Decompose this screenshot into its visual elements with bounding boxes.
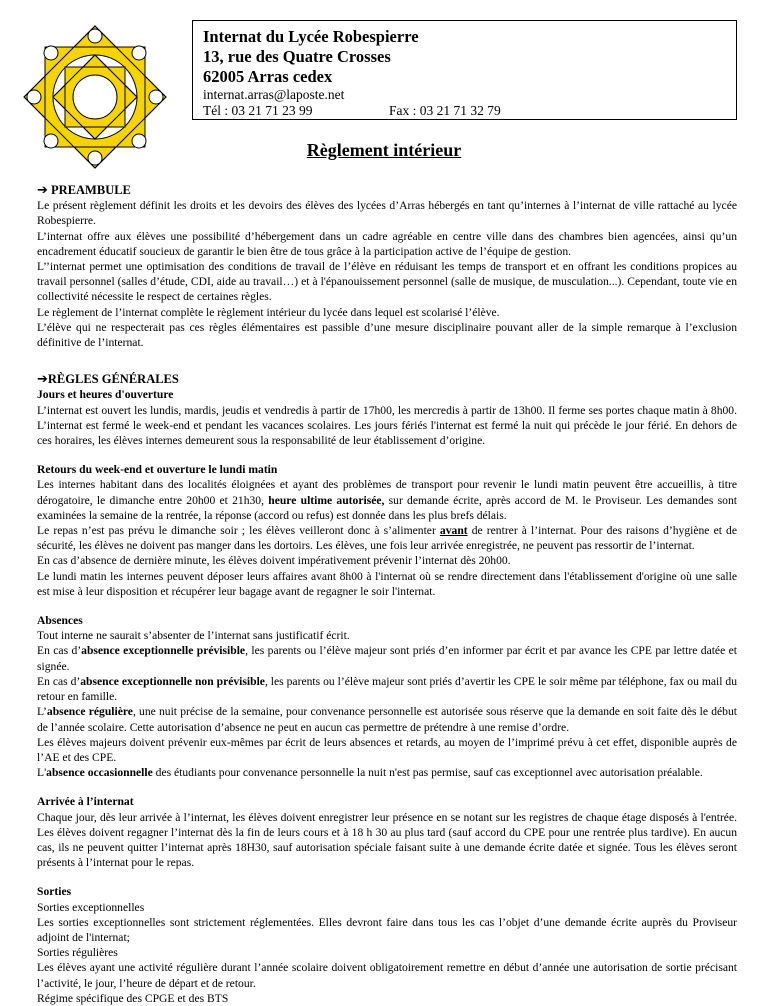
subsection-title: Jours et heures d'ouverture <box>37 388 174 402</box>
paragraph: Les élèves majeurs doivent prévenir eux-mêmes par écrit de leurs absences et retards, au moyen de l’imprimé prévu à cet effet, disponible auprès de l’AE et des CPE. <box>37 735 737 764</box>
contact-line <box>203 103 726 119</box>
section-regles-heading <box>37 372 737 387</box>
header-address-box <box>192 20 737 120</box>
paragraph: Les internes habitant dans des localités éloignées et ayant des problèmes de transport pour revenir le lundi matin peuvent être accueillis, à titre dérogatoire, le dimanche entre 20h00 et 21h30, heure ultime autorisée, sur demande écrite, après accord de M. le Proviseur. Les demandes sont examinées la semaine de la rentrée, la réponse (accord ou refus) est donnée dans les plus brefs délais. <box>37 478 737 522</box>
subsection-title: Sorties <box>37 885 72 899</box>
school-phone: Tél : 03 21 71 23 99 <box>203 103 313 118</box>
school-email: internat.arras@laposte.net <box>203 87 345 102</box>
paragraph: En cas d’absence de dernière minute, les élèves doivent impérativement prévenir l’internat dès 20h00. <box>37 554 511 568</box>
paragraph: Sorties régulières <box>37 946 118 960</box>
paragraph: En cas d’absence exceptionnelle prévisible, les parents ou l’élève majeur sont priés d’en informer par écrit et par avance les CPE par lettre datée et signée. <box>37 644 737 673</box>
paragraph: Le lundi matin les internes peuvent déposer leurs affaires avant 8h00 à l'internat où se rendre directement dans l'établissement d'origine où une salle est mise à leur disposition et récupérer leur bagage avant de regagner le soir l'internat. <box>37 569 737 598</box>
paragraph: Chaque jour, dès leur arrivée à l’internat, les élèves doivent enregistrer leur présence en se notant sur les registres de chaque étage disposés à l'entrée. Les élèves doivent regagner l’internat dès la fin de leurs cours et à 18 h 30 au plus tard (sauf accord du CPE pour une rentrée plus tardive). En aucun cas, ils ne peuvent quitter l’internat après 18H30, sauf autorisation spéciale faisant suite à une demande écrite datée et signée. Tous les élèves seront présents à l’internat pour le repas. <box>37 810 737 870</box>
paragraph: En cas d’absence exceptionnelle non prévisible, les parents ou l’élève majeur sont priés d’avertir les CPE le soir même par téléphone, fax ou mail du retour en famille. <box>37 674 738 704</box>
paragraph: Le repas n’est pas prévu le dimanche soir ; les élèves veilleront donc à s’alimenter avant de rentrer à l’internat. Pour des raisons d’hygiène et de sécurité, les élèves ne doivent pas manger dans les dortoirs. Les élèves, une fois leur arrivée enregistrée, ne peuvent pas ressortir de l’internat. <box>37 524 737 553</box>
paragraph: Régime spécifique des CPGE et des BTS <box>37 991 229 1005</box>
school-city: 62005 Arras cedex <box>203 67 333 86</box>
paragraph: Tout interne ne saurait s’absenter de l’internat sans justificatif écrit. <box>37 629 350 643</box>
school-fax: Fax : 03 21 71 32 79 <box>389 103 501 118</box>
school-name: Internat du Lycée Robespierre <box>203 27 419 46</box>
section-heading-text: RÈGLES GÉNÉRALES <box>47 372 179 387</box>
right-arrow-icon: ➔ <box>37 183 48 198</box>
paragraph: Les élèves ayant une activité régulière durant l’année scolaire doivent obligatoirement remettre en début d’année une autorisation de sortie précisant l’activité, le jour, l’heure de départ et de retour. <box>37 961 737 990</box>
paragraph: L’’internat permet une optimisation des conditions de travail de l’élève en réduisant les temps de transport et en offrant les conditions propices au travail personnel (salles d’étude, CDI, aide au travail…) et à l'épanouissement personnel (salle de musique, de musculation...). Cependant, toute vie en collectivité nécessite le respect de certaines règles. <box>37 260 737 304</box>
paragraph: L’élève qui ne respecterait pas ces règles élémentaires est passible d’une mesure disciplinaire pouvant aller de la simple remarque à l’exclusion définitive de l’internat. <box>37 320 737 350</box>
paragraph: L’absence régulière, une nuit précise de la semaine, pour convenance personnelle est autorisée sous réserve que la demande en soit faite dès le début de l’année scolaire. Cette autorisation d’absence ne peut en aucun cas permettre de prétendre à une remise d’ordre. <box>37 705 737 734</box>
document-body <box>37 183 737 1006</box>
subsection-title: Arrivée à l’internat <box>37 795 134 809</box>
paragraph: L’internat est ouvert les lundis, mardis, jeudis et vendredis à partir de 17h00, les mercredis à partir de 13h00. Il ferme ses portes chaque matin à 8h00. L’internat est fermé le week-end et pendant les vacances scolaires. Les jours fériés l'internat est fermé la nuit qui précède le jour férié. En dehors de ces horaires, les élèves internes demeurent sous la responsabilité de leur établissement d’origine. <box>37 403 737 448</box>
school-address: 13, rue des Quatre Crosses <box>203 47 391 66</box>
paragraph: Le présent règlement définit les droits et les devoirs des élèves des lycées d’Arras hébergés en tant qu’internes à l’internat de ville rattaché au lycée Robespierre. <box>37 199 737 228</box>
subsection-title: Retours du week-end et ouverture le lundi matin <box>37 463 278 477</box>
subsection-title: Absences <box>37 614 83 628</box>
paragraph: Sorties exceptionnelles <box>37 900 145 914</box>
paragraph: L'absence occasionnelle des étudiants pour convenance personnelle la nuit n'est pas permise, sauf cas exceptionnel avec autorisation préalable. <box>37 766 703 780</box>
paragraph: L’internat offre aux élèves une possibilité d’hébergement dans un cadre agréable en centre ville dans des chambres bien agencées, ainsi qu’un encadrement éducatif soucieux de garantir le bien être de tous grâce à la participation active de l’équipe de gestion. <box>37 229 737 258</box>
section-heading-text: PREAMBULE <box>51 183 131 197</box>
section-preambule-heading <box>37 183 737 198</box>
paragraph: Le règlement de l’internat complète le règlement intérieur du lycée dans lequel est scolarisé l’élève. <box>37 305 500 319</box>
page-title: Règlement intérieur <box>306 140 462 160</box>
paragraph: Les sorties exceptionnelles sont strictement réglementées. Elles devront faire dans tous les cas l’objet d’une demande écrite auprès du Proviseur adjoint de l'internat; <box>37 915 737 944</box>
right-arrow-icon: ➔ <box>37 372 48 388</box>
